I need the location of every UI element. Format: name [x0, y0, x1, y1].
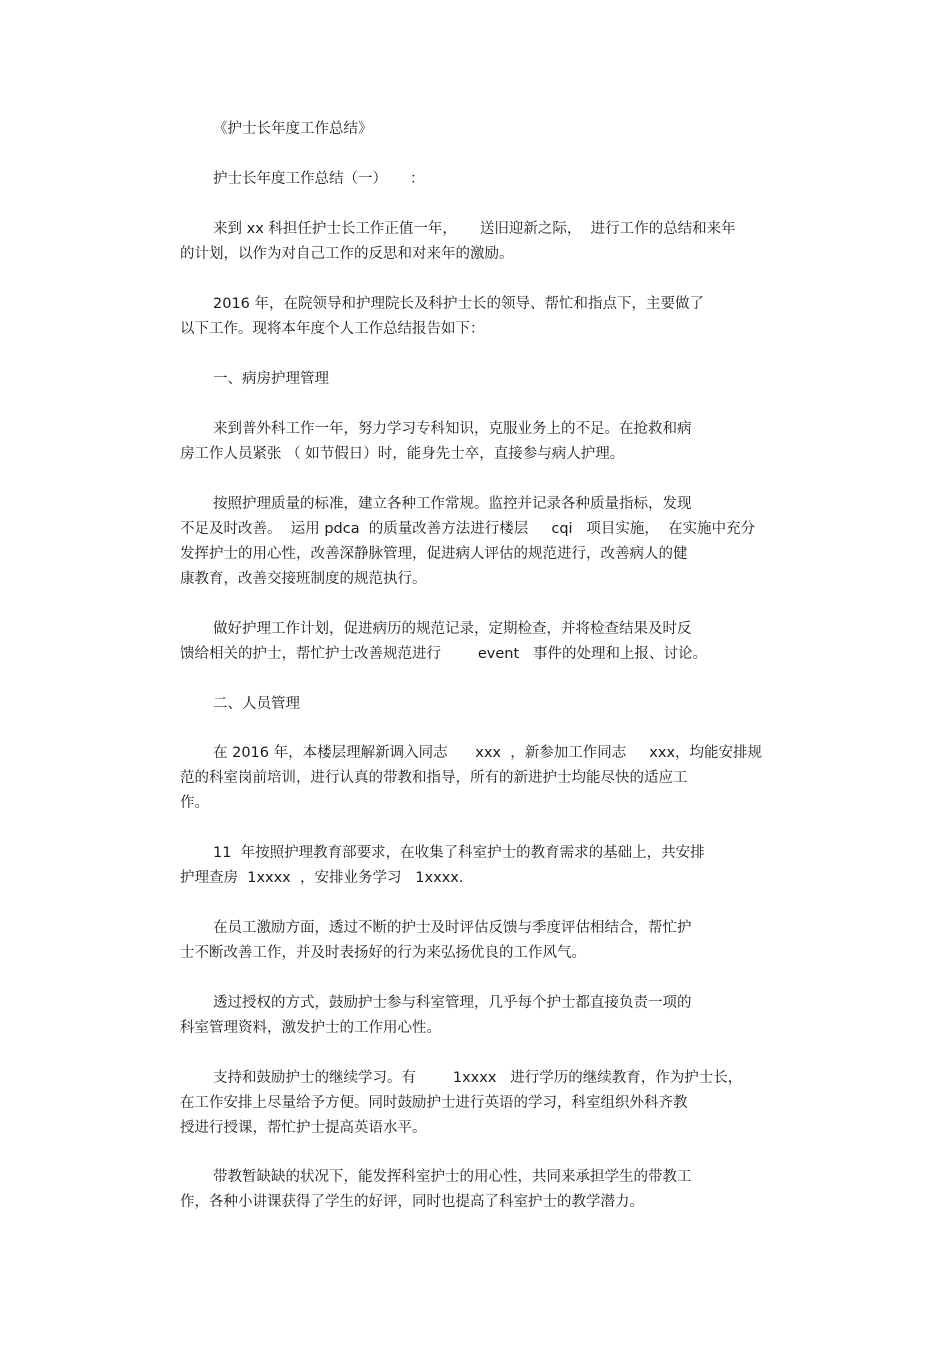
paragraph-line: 做好护理工作计划，促进病历的规范记录，定期检查，并将检查结果及时反: [213, 621, 692, 637]
section-heading: 二、人员管理: [213, 696, 300, 712]
paragraph-line: 房工作人员紧张 （ 如节假日）时，能身先士卒，直接参与病人护理。: [180, 446, 625, 462]
paragraph-line: 科室管理资料，激发护士的工作用心性。: [180, 1020, 441, 1036]
paragraph-line: 授进行授课，帮忙护士提高英语水平。: [180, 1120, 427, 1136]
paragraph-line: 在员工激励方面，透过不断的护士及时评估反馈与季度评估相结合，帮忙护: [213, 920, 692, 936]
paragraph-line: 带教暂缺缺的状况下，能发挥科室护士的用心性，共同来承担学生的带教工: [213, 1169, 692, 1185]
paragraph-line: 支持和鼓励护士的继续学习。有 1xxxx 进行学历的继续教育，作为护士长，: [213, 1070, 743, 1086]
paragraph-line: 以下工作。现将本年度个人工作总结报告如下：: [180, 321, 485, 337]
paragraph-line: 按照护理质量的标准，建立各种工作常规。监控并记录各种质量指标，发现: [213, 496, 692, 512]
paragraph-line: 发挥护士的用心性，改善深静脉管理，促进病人评估的规范进行，改善病人的健: [180, 546, 688, 562]
paragraph-line: 馈给相关的护士，帮忙护士改善规范进行 event 事件的处理和上报、讨论。: [180, 646, 707, 662]
paragraph-line: 范的科室岗前培训，进行认真的带教和指导，所有的新进护士均能尽快的适应工: [180, 770, 688, 786]
document-title: 《护士长年度工作总结》: [213, 121, 373, 137]
paragraph-line: 的计划，以作为对自己工作的反思和对来年的激励。: [180, 246, 514, 262]
paragraph-line: 来到普外科工作一年，努力学习专科知识，克服业务上的不足。在抢救和病: [213, 421, 692, 437]
paragraph-line: 透过授权的方式，鼓励护士参与科室管理，几乎每个护士都直接负责一项的: [213, 995, 692, 1011]
paragraph-line: 护理查房 1xxxx ，安排业务学习 1xxxx.: [180, 870, 464, 886]
section-heading: 一、病房护理管理: [213, 371, 329, 387]
paragraph-line: 康教育，改善交接班制度的规范执行。: [180, 571, 427, 587]
paragraph-line: 作。: [180, 795, 209, 811]
paragraph-line: 士不断改善工作，并及时表扬好的行为来弘扬优良的工作风气。: [180, 945, 586, 961]
paragraph-line: 来到 xx 科担任护士长工作正值一年， 送旧迎新之际， 进行工作的总结和来年: [213, 221, 736, 237]
paragraph-line: 作，各种小讲课获得了学生的好评，同时也提高了科室护士的教学潜力。: [180, 1194, 644, 1210]
paragraph-line: 不足及时改善。 运用 pdca 的质量改善方法进行楼层 cqi 项目实施， 在实施中充分: [180, 521, 756, 537]
paragraph-line: 11 年按照护理教育部要求，在收集了科室护士的教育需求的基础上，共安排: [213, 845, 705, 861]
paragraph-line: 2016 年，在院领导和护理院长及科护士长的领导、帮忙和指点下，主要做了: [213, 296, 705, 312]
paragraph-line: 在 2016 年，本楼层理解新调入同志 xxx ，新参加工作同志 xxx，均能安排规: [213, 745, 763, 761]
document-subtitle: 护士长年度工作总结（一） ：: [213, 171, 425, 187]
paragraph-line: 在工作安排上尽量给予方便。同时鼓励护士进行英语的学习，科室组织外科齐教: [180, 1095, 688, 1111]
